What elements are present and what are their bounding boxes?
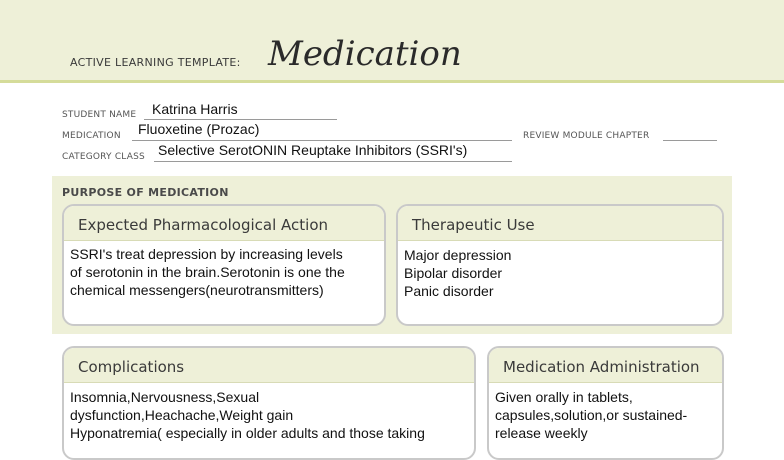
category-class-field[interactable]: Selective SerotONIN Reuptake Inhibitors (SSRI's) — [158, 142, 468, 158]
medication-administration-box — [487, 346, 724, 460]
complications-box — [62, 346, 476, 460]
expected-action-box — [62, 204, 386, 326]
medication-administration-text[interactable]: Given orally in tablets, capsules,solution,or sustained- release weekly — [495, 389, 688, 441]
page-title: Medication — [268, 34, 462, 74]
therapeutic-use-text[interactable]: Major depression Bipolar disorder Panic disorder — [404, 247, 512, 299]
student-name-label: STUDENT NAME — [62, 110, 137, 120]
expected-action-text[interactable]: SSRI's treat depression by increasing levels of serotonin in the brain.Serotonin is one the chemical messengers(neurotransmitters) — [70, 246, 345, 298]
purpose-title: PURPOSE OF MEDICATION — [62, 186, 229, 199]
therapeutic-use-title: Therapeutic Use — [412, 216, 535, 234]
student-name-field[interactable]: Katrina Harris — [152, 101, 238, 117]
review-module-field[interactable] — [663, 140, 717, 141]
medication-field[interactable]: Fluoxetine (Prozac) — [138, 121, 260, 137]
template-label: ACTIVE LEARNING TEMPLATE: — [70, 56, 241, 69]
medication-administration-title: Medication Administration — [503, 358, 700, 376]
student-name-line — [144, 119, 337, 120]
complications-title: Complications — [78, 358, 185, 376]
complications-text[interactable]: Insomnia,Nervousness,Sexual dysfunction,Heachache,Weight gain Hyponatremia( especially in older adults and those taking — [70, 389, 425, 441]
review-module-label: REVIEW MODULE CHAPTER — [523, 131, 650, 141]
therapeutic-use-box — [396, 204, 724, 326]
category-class-label: CATEGORY CLASS — [62, 152, 145, 162]
medication-label: MEDICATION — [62, 131, 121, 141]
category-class-line — [154, 161, 512, 162]
expected-action-title: Expected Pharmacological Action — [78, 216, 329, 234]
medication-line — [132, 140, 512, 141]
